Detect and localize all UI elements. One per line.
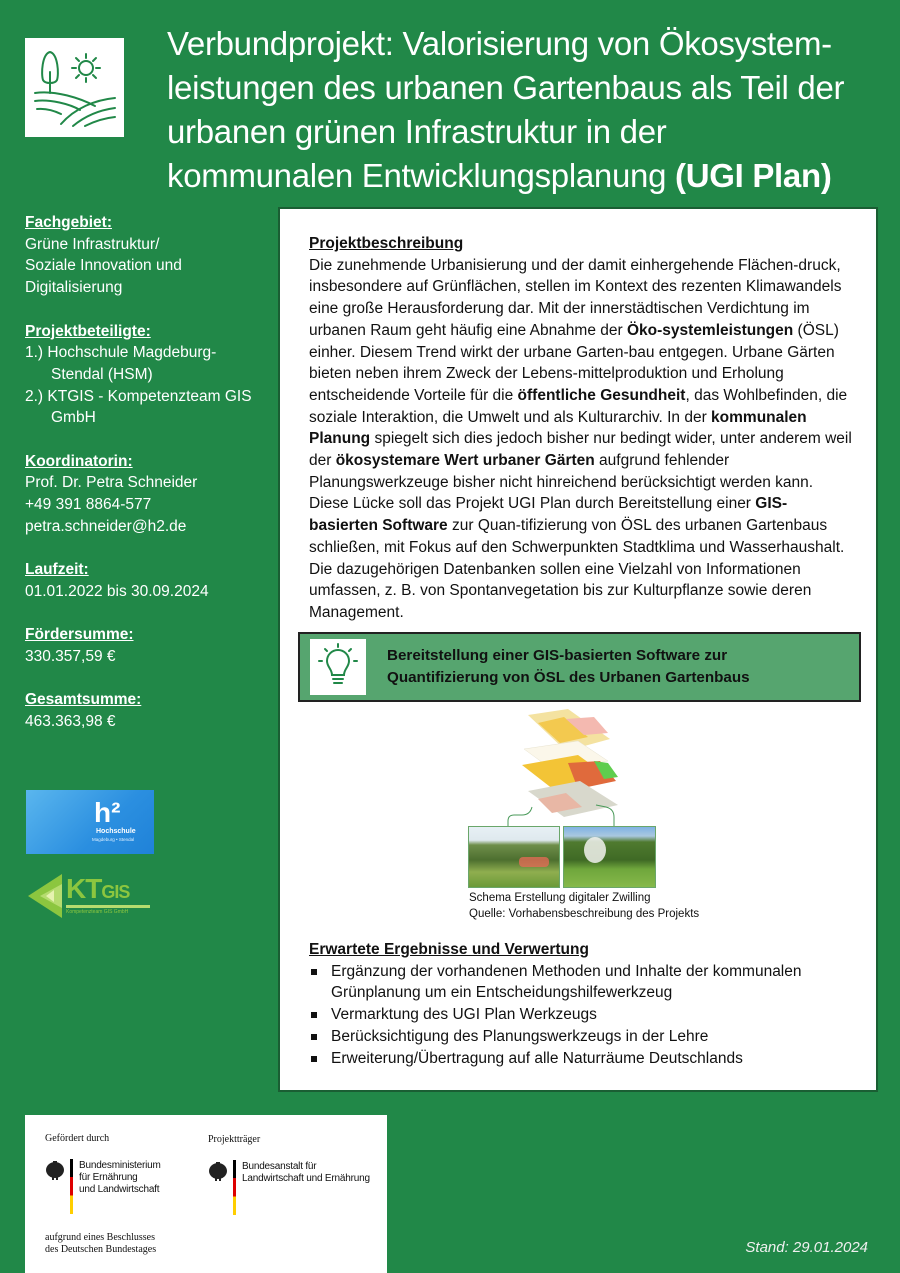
landscape-tree-sun-icon <box>25 38 124 137</box>
description-text: (ÖSL) einher. Diesem Trend wirkt der urbane Garten-bau entgegen. Urbane Gärten bieten neben ihrem Zweck der Lebens-mittelproduktion und Erholung entscheidende Vorteile für die <box>309 321 839 404</box>
partner-item-cont: Stendal (HSM) <box>51 365 153 383</box>
ministry-name <box>79 1160 161 1196</box>
list-item-text: Berücksichtigung des Planungswerkzeugs in der Lehre <box>331 1027 709 1045</box>
ministry-line: Bundesministerium <box>79 1160 161 1171</box>
caption-source: Quelle: Vorhabensbeschreibung des Projekts <box>469 907 700 920</box>
gesamtsumme-section <box>25 689 275 732</box>
federal-eagle-icon <box>45 1159 65 1181</box>
agency-line: Landwirtschaft und Ernährung <box>242 1173 370 1184</box>
coordinator-email[interactable]: petra.schneider@h2.de <box>25 517 187 535</box>
list-item-text: Ergänzung der vorhandenen Methoden und Inhalte der kommunalen Grünplanung um ein Entscheidungshilfewerkzeug <box>331 962 802 1002</box>
list-item <box>309 961 864 1004</box>
fachgebiet-label: Fachgebiet: <box>25 214 112 231</box>
project-description <box>309 233 854 624</box>
h2-mark: h² <box>94 797 121 828</box>
square-bullet-icon <box>311 969 317 975</box>
project-carrier-label: Projektträger <box>208 1134 261 1145</box>
foerdersumme-section <box>25 624 275 667</box>
highlight-line: Bereitstellung einer GIS-basierten Software zur <box>387 647 728 664</box>
foerdersumme-value: 330.357,59 € <box>25 648 116 665</box>
description-text: aufgrund fehlender Planungswerkzeuge bisher nicht hinreichend berücksichtigt werden kann. Diese Lücke soll das Projekt UGI Plan durch Bereitstellung einer <box>309 452 814 513</box>
ktgis-triangle-icon <box>26 872 66 920</box>
laufzeit-label: Laufzeit: <box>25 561 89 579</box>
resolution-line: des Deutschen Bundestages <box>45 1244 157 1255</box>
funding-box <box>25 1115 387 1273</box>
caption-title: Schema Erstellung digitaler Zwilling <box>469 892 651 904</box>
partner-item: 1.) Hochschule Magdeburg- <box>25 344 217 362</box>
date-stamp: Stand: 29.01.2024 <box>745 1239 868 1256</box>
square-bullet-icon <box>311 1056 317 1062</box>
highlight-text <box>387 645 750 688</box>
expected-results <box>309 939 864 1069</box>
results-list <box>309 961 864 1070</box>
list-item <box>309 1026 864 1048</box>
figure-caption <box>469 891 699 922</box>
fachgebiet-line: Soziale Innovation und <box>25 257 182 275</box>
laufzeit-value: 01.01.2022 bis 30.09.2024 <box>25 582 209 600</box>
ktgis-gis: GIS <box>101 882 130 902</box>
list-item <box>309 1004 864 1026</box>
fachgebiet-line: Digitalisierung <box>25 279 123 297</box>
highlight-line: Quantifizierung von ÖSL des Urbanen Gartenbaus <box>387 668 750 686</box>
h2-hochschule-logo <box>26 790 154 854</box>
list-item-text: Vermarktung des UGI Plan Werkzeugs <box>331 1006 597 1024</box>
title-line <box>167 154 887 198</box>
title-line: urbanen grünen Infrastruktur in der <box>167 113 667 150</box>
h2-name: Hochschule <box>96 828 136 835</box>
description-title: Projektbeschreibung <box>309 235 464 252</box>
fachgebiet-section <box>25 212 275 299</box>
ministry-line: und Landwirtschaft <box>79 1184 160 1195</box>
description-text: , das Wohlbefinden, die soziale Interaktion, die Umwelt und als Kulturarchiv. In der <box>309 386 848 426</box>
description-emphasis: ökosystemare Wert urbaner Gärten <box>335 452 595 470</box>
resolution-line: aufgrund eines Beschlusses <box>45 1232 155 1243</box>
gesamtsumme-value: 463.363,98 € <box>25 713 116 731</box>
h2-sub: Magdeburg • Stendal <box>92 837 135 842</box>
beteiligte-label: Projektbeteiligte: <box>25 322 151 340</box>
ktgis-kt: KT <box>66 873 102 904</box>
fachgebiet-line: Grüne Infrastruktur/ <box>25 235 160 253</box>
garden-photo-1 <box>468 826 560 888</box>
beteiligte-section <box>25 321 275 430</box>
ktgis-underline <box>66 905 150 908</box>
highlight-box <box>298 632 861 702</box>
foerdersumme-label: Fördersumme: <box>25 626 134 644</box>
page-title <box>167 22 887 198</box>
description-emphasis: GIS-basierten Software <box>309 495 788 535</box>
agency-line: Bundesanstalt für <box>242 1161 317 1172</box>
garden-photo-2 <box>563 826 656 888</box>
list-item <box>309 1048 864 1070</box>
federal-eagle-icon <box>208 1160 228 1182</box>
agency-name <box>242 1161 370 1185</box>
title-text: kommunalen Entwicklungsplanung <box>167 157 676 194</box>
project-logo <box>25 38 124 137</box>
resolution-note <box>45 1232 156 1256</box>
project-info-sidebar <box>25 212 275 754</box>
lightbulb-icon <box>310 639 366 695</box>
content-panel <box>278 207 878 1092</box>
title-acronym: (UGI Plan) <box>675 157 832 194</box>
description-emphasis: öffentliche Gesundheit <box>517 386 686 404</box>
ministry-line: für Ernährung <box>79 1172 138 1183</box>
laufzeit-section <box>25 559 275 602</box>
koordinatorin-section <box>25 451 275 538</box>
results-title: Erwartete Ergebnisse und Verwertung <box>309 941 589 958</box>
description-text: spiegelt sich dies jedoch bisher nur bedingt wider, unter anderem weil der <box>309 430 852 470</box>
german-flag-bar <box>233 1160 236 1215</box>
ktgis-wordmark <box>66 874 129 907</box>
german-flag-bar <box>70 1159 73 1214</box>
description-text: zur Quan-tifizierung von ÖSL des urbanen Gartenbaus schließen, mit Fokus auf den Schwerpunkten Stadtklima und Wasserhaushalt. Die dazugehörigen Datenbanken sollen eine Vielzahl von Informationen umfassen, z. B. von Spontanvegetation bis zur Kulturpflanze sowie deren Management. <box>309 517 845 621</box>
blossom-tree <box>584 837 606 863</box>
ktgis-subtitle: Kompetenzteam GIS GmbH <box>66 909 129 915</box>
flower-bed <box>519 857 549 867</box>
description-emphasis: kommunalen Planung <box>309 408 807 448</box>
description-body <box>309 255 854 624</box>
lightbulb-icon-box <box>310 639 366 695</box>
coordinator-phone[interactable]: +49 391 8864-577 <box>25 496 152 514</box>
gesamtsumme-label: Gesamtsumme: <box>25 691 142 709</box>
funded-by-label: Gefördert durch <box>45 1133 110 1144</box>
title-line: Verbundprojekt: Valorisierung von Ökosystem- <box>167 25 832 62</box>
partner-item: 2.) KTGIS - Kompetenzteam GIS <box>25 387 252 405</box>
square-bullet-icon <box>311 1012 317 1018</box>
list-item-text: Erweiterung/Übertragung auf alle Naturräume Deutschlands <box>331 1049 743 1067</box>
ktgis-logo <box>26 872 150 922</box>
koordinatorin-label: Koordinatorin: <box>25 452 133 470</box>
square-bullet-icon <box>311 1034 317 1040</box>
partner-item-cont: GmbH <box>51 409 96 427</box>
title-line: leistungen des urbanen Gartenbaus als Teil der <box>167 69 845 106</box>
description-emphasis: Öko-systemleistungen <box>626 321 794 339</box>
coordinator-name: Prof. Dr. Petra Schneider <box>25 474 198 492</box>
description-text: Die zunehmende Urbanisierung und der damit einhergehende Flächen-druck, insbesondere auf Grünflächen, stellen im Kontext des rezenten Klimawandels eine große Herausforderung dar. Mit der innerstädtischen Verdichtung im urbanen Raum geht häufig eine Abnahme der <box>309 256 842 339</box>
